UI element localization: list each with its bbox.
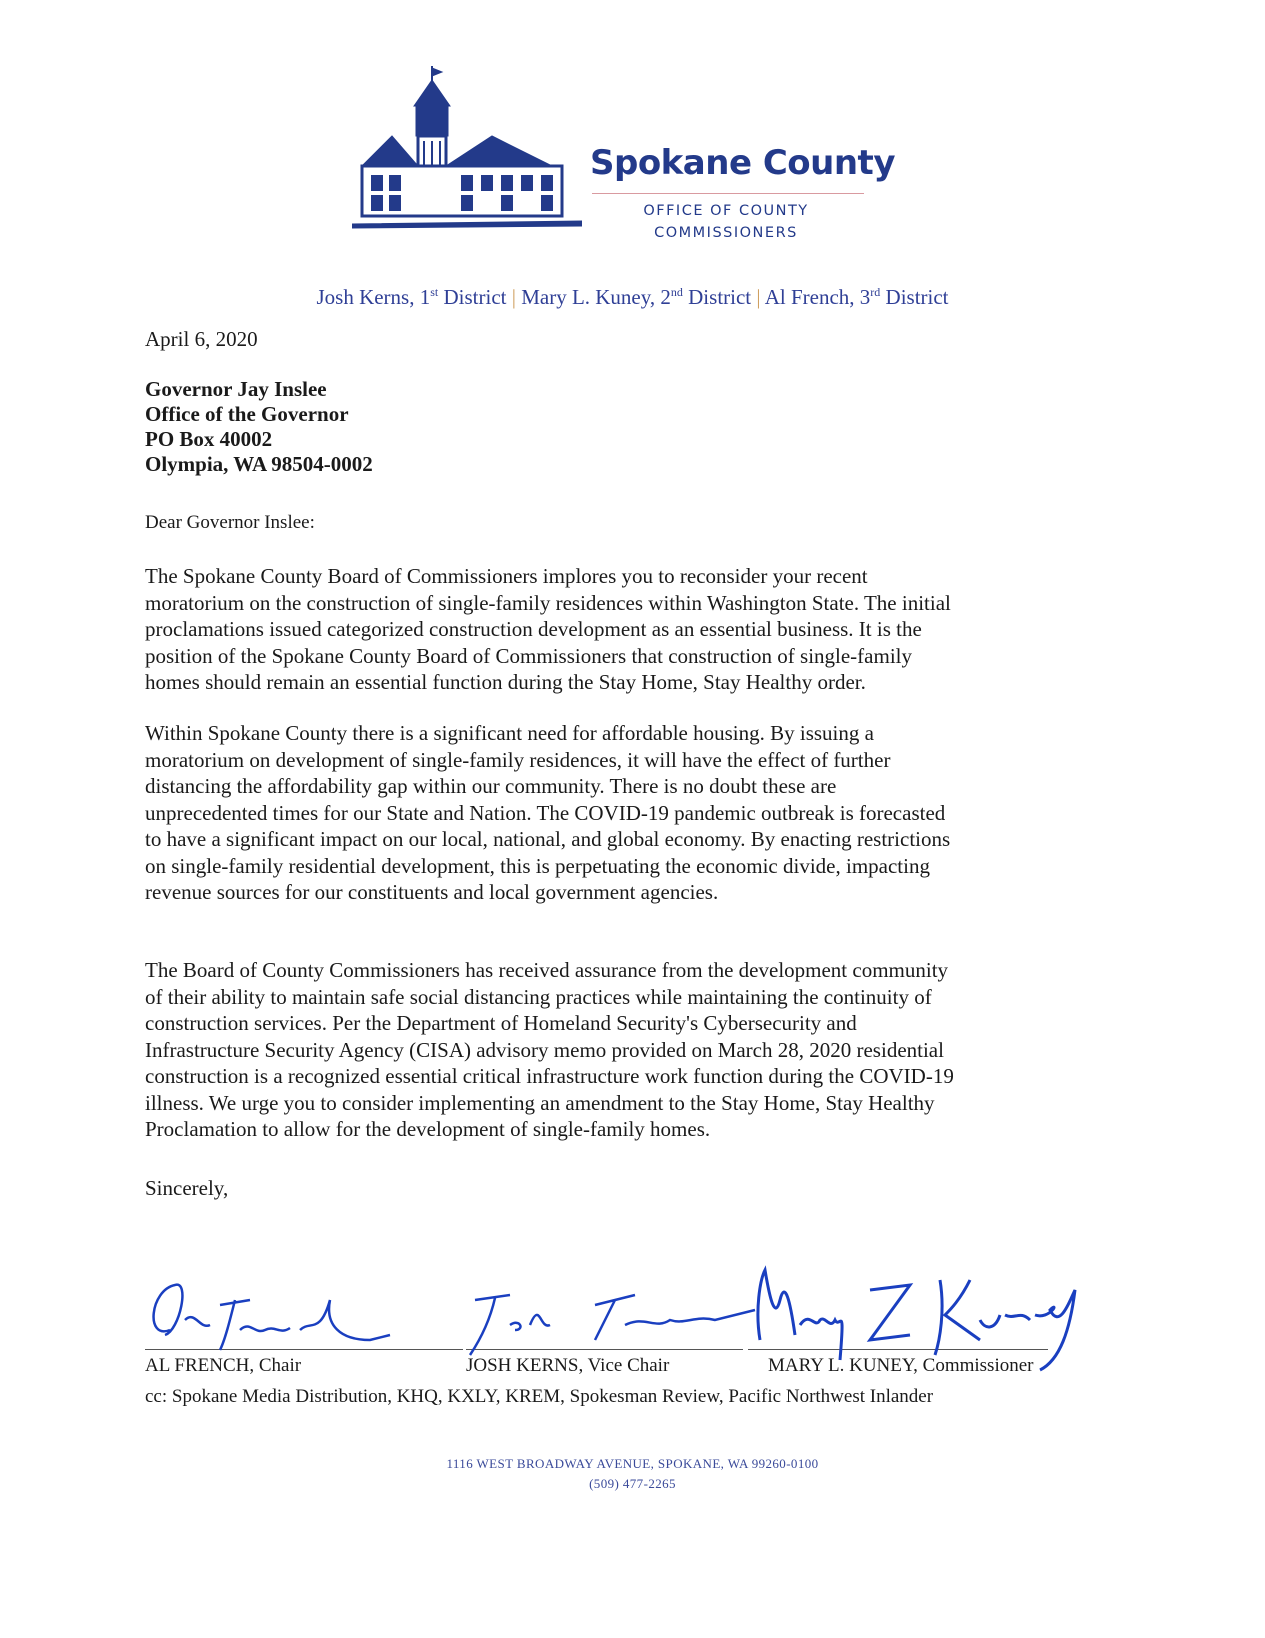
office-line-1: OFFICE OF COUNTY xyxy=(643,203,809,219)
signatory-name: JOSH KERNS, Vice Chair xyxy=(466,1355,670,1376)
salutation: Dear Governor Inslee: xyxy=(145,512,315,533)
signatory-name: AL FRENCH, Chair xyxy=(145,1355,302,1376)
paragraph-3: The Board of County Commissioners has received assurance from the development community of their ability to maintain safe social distancing practices while maintaining the continuity of construction services. Per the Department of Homeland Security's Cybersecurity and Infrastructure Security Agency (CISA) advisory memo provided on March 28, 2020 residential construction is a recognized essential critical infrastructure work function during the COVID-19 illness. We urge you to consider implementing an amendment to the Stay Home, Stay Healthy Proclamation to allow for the development of single-family homes. xyxy=(145,958,954,1141)
courthouse-logo-icon xyxy=(352,66,582,236)
footer-phone: (509) 477-2265 xyxy=(589,1476,676,1491)
org-name: Spokane County xyxy=(590,143,895,183)
office-line-2: COMMISSIONERS xyxy=(654,225,798,241)
paragraph-2: Within Spokane County there is a significant need for affordable housing. By issuing a moratorium on development of single-family residences, it will have the effect of further distancing the affordability gap within our community. There is no doubt these are unprecedented times for our State and Nation. The COVID-19 pandemic outbreak is forecasted to have a significant impact on our local, national, and global economy. By enacting restrictions on single-family residential development, this is perpetuating the economic divide, impacting revenue sources for our constituents and local government agencies. xyxy=(145,721,951,904)
signature-josh-kerns-icon xyxy=(455,1280,755,1360)
recipient-line: Governor Jay Inslee xyxy=(145,377,327,401)
footer-address: 1116 WEST BROADWAY AVENUE, SPOKANE, WA 99260-0100 xyxy=(446,1456,819,1471)
signature-mary-kuney-icon xyxy=(740,1260,1080,1380)
recipient-address xyxy=(145,377,373,477)
district-2: Mary L. Kuney, 2nd District xyxy=(521,285,752,309)
cc-list: cc: Spokane Media Distribution, KHQ, KXLY, KREM, Spokesman Review, Pacific Northwest Inlander xyxy=(145,1386,934,1407)
letter-date: April 6, 2020 xyxy=(145,327,258,351)
separator: | xyxy=(511,285,516,309)
recipient-line: PO Box 40002 xyxy=(145,427,273,451)
signature-al-french-icon xyxy=(140,1280,460,1360)
office-name xyxy=(590,200,862,244)
district-1: Josh Kerns, 1st District xyxy=(316,285,507,309)
district-3: Al French, 3rd District xyxy=(764,285,949,309)
signatory-name: MARY L. KUNEY, Commissioner xyxy=(768,1355,1034,1376)
recipient-line: Office of the Governor xyxy=(145,402,349,426)
paragraph-1: The Spokane County Board of Commissioners implores you to reconsider your recent moratorium on the construction of single-family residences within Washington State. The initial proclamations issued categorized construction development as an essential business. It is the position of the Spokane County Board of Commissioners that construction of single-family homes should remain an essential function during the Stay Home, Stay Healthy order. xyxy=(145,564,951,694)
recipient-line: Olympia, WA 98504-0002 xyxy=(145,452,373,476)
closing: Sincerely, xyxy=(145,1176,229,1200)
logo-divider xyxy=(592,193,864,194)
district-commissioners xyxy=(0,285,1265,310)
separator: | xyxy=(756,285,761,309)
